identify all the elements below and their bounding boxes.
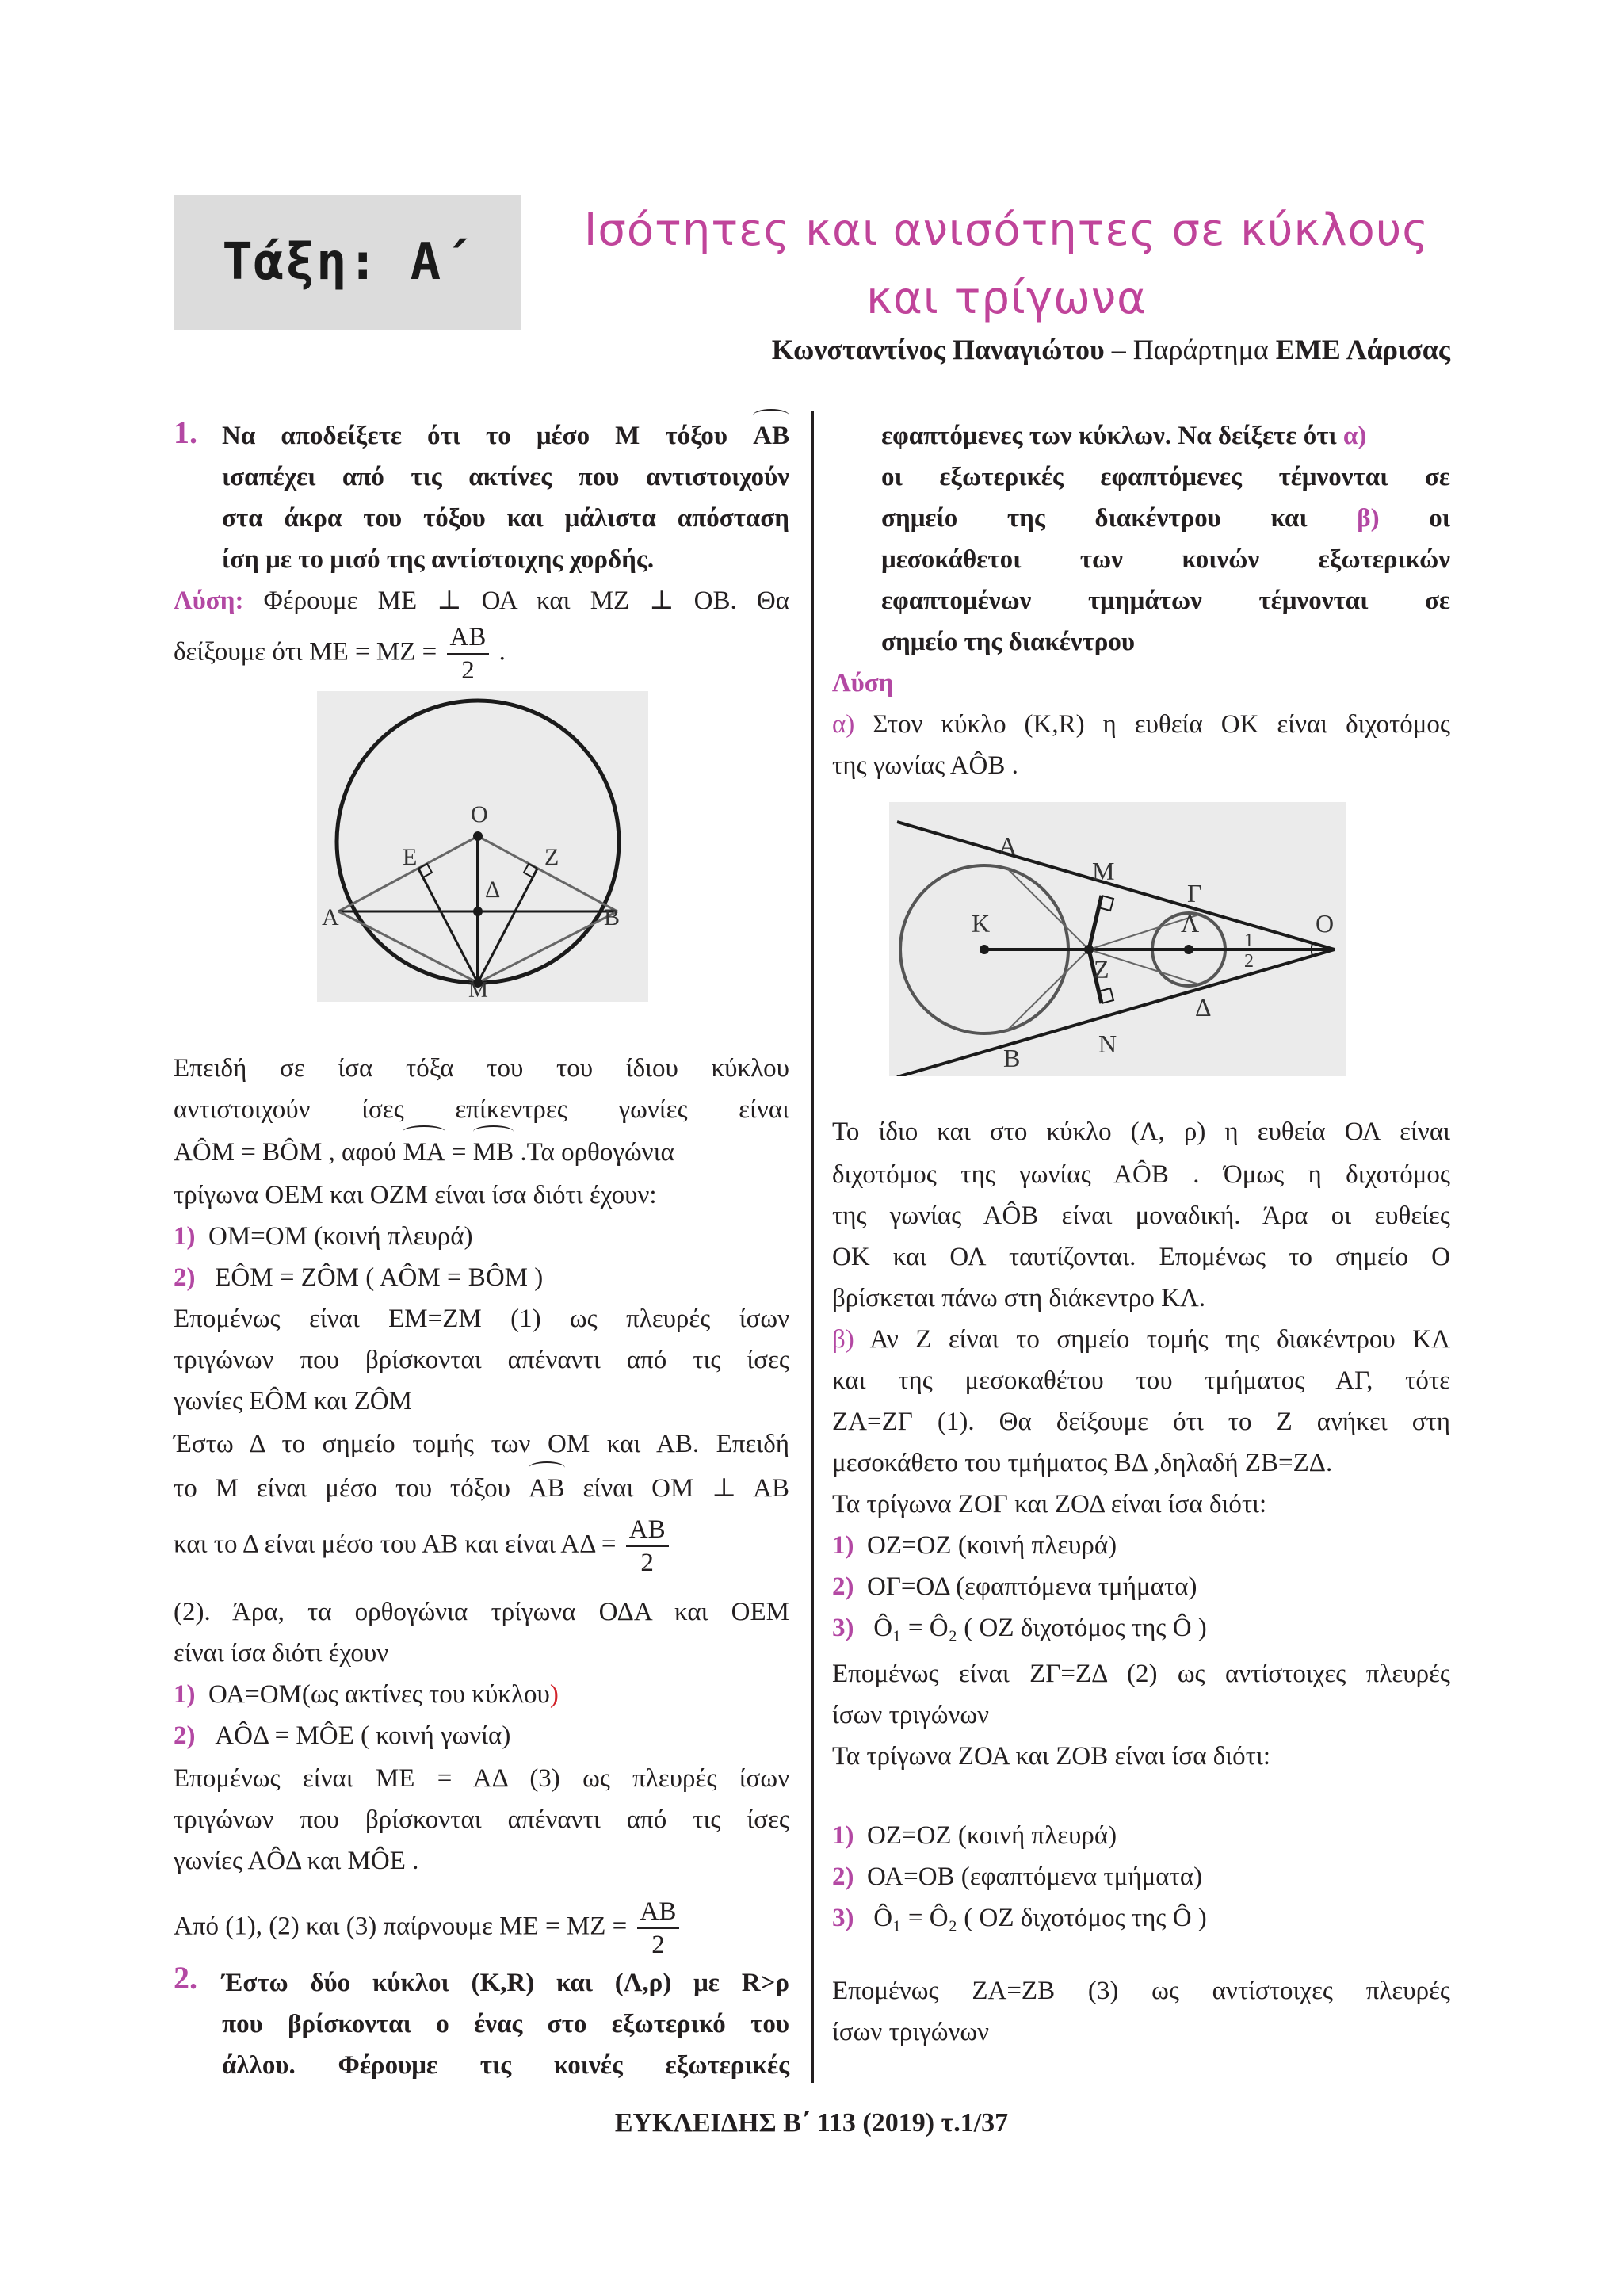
problem2-line1: Έστω δύο κύκλοι (Κ,R) και (Λ,ρ) με R>ρ: [222, 1969, 789, 1997]
right-k3-text: Ô₁ = Ô₂ ( ΟΖ διχοτόμος της Ô ): [873, 1904, 1207, 1932]
article-title-line2: και τρίγωνα: [865, 273, 1148, 324]
right-a-label: α): [832, 710, 855, 739]
right-k2: [832, 1856, 1202, 1897]
fraction-ab-over-2: [447, 621, 490, 686]
fig2-label-g: Γ: [1187, 879, 1202, 907]
right-c9: Επομένως ΖΑ=ΖΒ (3) ως αντίστοιχες πλευρές: [832, 1977, 1450, 2005]
right-j3: [832, 1607, 1207, 1648]
author-name: Κωνσταντίνος Παναγιώτου: [771, 334, 1105, 365]
point-z: [1084, 945, 1094, 954]
label-a: A: [322, 904, 339, 930]
left-text-t15: γωνίες ΑÔΔ και ΜÔΕ .: [174, 1847, 419, 1875]
left-item2-num: 2): [174, 1263, 196, 1292]
right-j2-num: 2): [832, 1572, 854, 1601]
right-r5: εφαπτομένων τμημάτων τέμνονται σε: [881, 586, 1450, 615]
fig2-label-o: Ο: [1316, 909, 1335, 938]
fig2-label-n: Ν: [1098, 1030, 1117, 1058]
right-r6: σημείο της διακέντρου: [881, 628, 1136, 656]
right-k3-num: 3): [832, 1904, 854, 1932]
right-b3: της γωνίας ΑÔΒ είναι μοναδική. Άρα οι ευθείες: [832, 1201, 1450, 1230]
right-r2: οι εξωτερικές εφαπτόμενες τέμνονται σε: [881, 463, 1450, 491]
right-c7: ίσων τριγώνων: [832, 1701, 990, 1729]
left-item3-paren: ): [549, 1680, 559, 1709]
right-k3: [832, 1897, 1207, 1939]
right-j1-num: 1): [832, 1531, 854, 1560]
left-item3: [174, 1674, 559, 1715]
right-k1-text: ΟΖ=ΟΖ (κοινή πλευρά): [867, 1821, 1117, 1850]
arc-mb: ΜΒ: [473, 1132, 514, 1173]
problem1-number: 1.: [174, 415, 197, 450]
right-r3-end: οι: [1429, 504, 1451, 533]
label-z: Z: [544, 844, 559, 870]
right-k1: [832, 1815, 1117, 1856]
frac-numerator: AB: [626, 1514, 669, 1547]
fig2-label-d: Δ: [1195, 993, 1212, 1022]
right-r1-text: εφαπτόμενες των κύκλων. Να δείξετε ότι: [881, 422, 1337, 450]
fig2-label-z: Ζ: [1094, 955, 1109, 984]
right-c5: Τα τρίγωνα ΖΟΓ και ΖΟΔ είναι ίσα διότι:: [832, 1490, 1267, 1519]
right-j2: [832, 1566, 1197, 1607]
right-b5: βρίσκεται πάνω στη διάκεντρο ΚΛ.: [832, 1284, 1206, 1312]
point-k: [980, 945, 989, 954]
solution1-line1: [174, 580, 789, 621]
left-item4-text: ΑÔΔ = ΜÔΕ ( κοινή γωνία): [215, 1721, 511, 1750]
frac-denominator: 2: [651, 1931, 665, 1959]
right-c8: Τα τρίγωνα ΖΟΑ και ΖΟΒ είναι ίσα διότι:: [832, 1742, 1270, 1771]
right-r3-beta: β): [1357, 504, 1380, 533]
arc-ab-2: ΑΒ: [529, 1468, 565, 1509]
left-text-t12: είναι ίσα διότι έχουν: [174, 1639, 389, 1668]
left-text-t3: [174, 1132, 674, 1173]
fig2-label-k: Κ: [972, 909, 991, 938]
right-r4: μεσοκάθετοι των κοινών εξωτερικών: [881, 545, 1450, 574]
left-text-t13: Επομένως είναι ΜΕ = ΑΔ (3) ως πλευρές ίσων: [174, 1764, 789, 1793]
right-r1-alpha: α): [1342, 422, 1367, 450]
grade-box: [174, 195, 521, 330]
frac-numerator: AB: [637, 1896, 680, 1929]
right-c-label: β): [832, 1325, 854, 1354]
problem2-number: 2.: [174, 1960, 197, 1996]
label-o: Ο: [471, 801, 488, 827]
arc-ab: AB: [753, 415, 789, 457]
left-item1: [174, 1216, 473, 1257]
fig2-label-m: Μ: [1092, 857, 1115, 885]
fraction-result: [637, 1896, 680, 1961]
solution2-label: Λύση: [832, 669, 894, 697]
problem1-line2: ισαπέχει από τις ακτίνες που αντιστοιχούν: [222, 463, 789, 491]
frac-denominator: 2: [461, 656, 475, 685]
solution1-line1-text: Φέρουμε ΜΕ ⊥ ΟΑ και ΜΖ ⊥ ΟΒ. Θα: [263, 586, 790, 615]
fig2-label-a: Α: [999, 831, 1018, 860]
right-c1: [832, 1319, 1450, 1360]
label-d: Δ: [485, 877, 501, 903]
right-c4: μεσοκάθετο του τμήματος ΒΔ ,δηλαδή ΖΒ=ΖΔ.: [832, 1449, 1333, 1477]
left-text-t9b: είναι ΟΜ ⊥ ΑΒ: [582, 1474, 789, 1503]
left-text-t9a: το Μ είναι μέσο του τόξου: [174, 1474, 511, 1503]
frac-denominator: 2: [640, 1549, 654, 1577]
left-item2-text: ΕÔΜ = ΖÔΜ ( ΑÔΜ = ΒÔΜ ): [215, 1263, 544, 1292]
left-text-t14: τριγώνων που βρίσκονται απέναντι από τις ίσες: [174, 1805, 789, 1834]
right-a2: της γωνίας ΑÔΒ .: [832, 751, 1018, 780]
problem1-line1: [222, 415, 789, 457]
right-r1: [881, 415, 1366, 457]
left-text-t5: Επομένως είναι ΕΜ=ΖΜ (1) ως πλευρές ίσων: [174, 1305, 789, 1333]
author-line: [772, 333, 1450, 366]
right-b4: ΟΚ και ΟΛ ταυτίζονται. Επομένως το σημείο Ο: [832, 1243, 1450, 1271]
author-dash: –: [1104, 334, 1133, 365]
problem2-line2: που βρίσκονται ο ένας στο εξωτερικό του: [222, 2010, 789, 2038]
problem1-line4: ίση με το μισό της αντίστοιχης χορδής.: [222, 545, 655, 574]
problem1-line1-text: Να αποδείξετε ότι το μέσο Μ τόξου: [222, 422, 728, 450]
left-text-t2: αντιστοιχούν ίσες επίκεντρες γωνίες είναι: [174, 1095, 789, 1124]
label-e: Ε: [403, 844, 418, 870]
left-text-t1: Επειδή σε ίσα τόξα του του ίδιου κύκλου: [174, 1054, 789, 1083]
point-o: [473, 831, 483, 841]
left-item3-text: ΟΑ=ΟΜ(ως ακτίνες του κύκλου: [208, 1680, 550, 1709]
right-r3: [881, 498, 1450, 539]
left-item1-text: ΟΜ=ΟΜ (κοινή πλευρά): [208, 1222, 473, 1251]
right-c2: και της μεσοκαθέτου του τμήματος ΑΓ, τότε: [832, 1366, 1450, 1395]
column-divider: [812, 411, 814, 2083]
fraction-ad: [626, 1514, 669, 1579]
figure1-background: [317, 691, 648, 1002]
right-b2: διχοτόμος της γωνίας ΑÔΒ . Όμως η διχοτόμος: [832, 1160, 1450, 1189]
problem1-line3: στα άκρα του τόξου και μάλιστα απόσταση: [222, 504, 789, 533]
author-branch-bold: ΕΜΕ Λάρισας: [1275, 334, 1450, 365]
solution-label: Λύση:: [174, 586, 244, 615]
article-title-line1: Ισότητες και ανισότητες σε κύκλους: [583, 204, 1430, 256]
problem2-line3: άλλου. Φέρουμε τις κοινές εξωτερικές: [222, 2051, 789, 2080]
right-c6: Επομένως είναι ΖΓ=ΖΔ (2) ως αντίστοιχες πλευρές: [832, 1660, 1450, 1688]
right-a1-text: Στον κύκλο (Κ,R) η ευθεία ΟΚ είναι διχοτόμος: [873, 710, 1450, 739]
left-text-t7: γωνίες ΕÔΜ και ΖÔΜ: [174, 1387, 412, 1415]
figure-two-circles-tangents: [889, 802, 1346, 1076]
frac-numerator: AB: [447, 621, 490, 655]
left-text-t11: (2). Άρα, τα ορθογώνια τρίγωνα ΟΔΑ και ΟΕΜ: [174, 1598, 789, 1626]
right-c10: ίσων τριγώνων: [832, 2018, 990, 2046]
right-j1-text: ΟΖ=ΟΖ (κοινή πλευρά): [867, 1531, 1117, 1560]
left-item4: [174, 1715, 510, 1756]
left-item2: [174, 1257, 543, 1298]
right-a1: [832, 704, 1450, 745]
label-m: Μ: [468, 978, 488, 1002]
point-l: [1184, 945, 1193, 954]
solution1-line2-end: .: [498, 637, 506, 667]
right-k1-num: 1): [832, 1821, 854, 1850]
point-d: [473, 907, 483, 916]
fig2-label-l: Λ: [1181, 909, 1200, 938]
right-c3: ΖΑ=ΖΓ (1). Θα δείξουμε ότι το Ζ ανήκει στη: [832, 1408, 1450, 1436]
right-j3-text: Ô₁ = Ô₂ ( ΟΖ διχοτόμος της Ô ): [873, 1614, 1207, 1642]
figure2-background: [889, 802, 1346, 1076]
page-footer: ΕΥΚΛΕΙΔΗΣ Β΄ 113 (2019) τ.1/37: [614, 2108, 1009, 2137]
label-b: B: [604, 904, 621, 930]
right-k2-num: 2): [832, 1862, 854, 1891]
left-text-t4: τρίγωνα ΟΕΜ και ΟΖΜ είναι ίσα διότι έχουν:: [174, 1181, 657, 1209]
right-b1: Το ίδιο και στο κύκλο (Λ, ρ) η ευθεία ΟΛ είναι: [832, 1117, 1450, 1146]
left-item1-num: 1): [174, 1222, 196, 1251]
left-item3-num: 1): [174, 1680, 196, 1709]
left-text-t3b: .Τα ορθογώνια: [520, 1138, 674, 1167]
author-branch: Παράρτημα: [1132, 334, 1276, 365]
left-text-t6: τριγώνων που βρίσκονται απέναντι από τις ίσες: [174, 1346, 789, 1374]
grade-label: Τάξη: Α΄: [222, 233, 473, 292]
right-r3-text: σημείο της διακέντρου και: [881, 504, 1308, 533]
arc-ma: ΜΑ: [403, 1132, 445, 1173]
right-c1-text: Αν Ζ είναι το σημείο τομής της διακέντρου ΚΛ: [869, 1325, 1450, 1354]
right-j1: [832, 1525, 1117, 1566]
left-text-t16: [174, 1896, 682, 1961]
solution1-line2-text: δείξουμε ότι ΜΕ = ΜΖ =: [174, 637, 437, 667]
left-text-t8: Έστω Δ το σημείο τομής των ΟΜ και ΑΒ. Επειδή: [174, 1430, 789, 1458]
left-text-t3a: ΑÔΜ = ΒÔΜ , αφού: [174, 1138, 397, 1167]
left-text-t10-text: και το Δ είναι μέσο του ΑΒ και είναι ΑΔ =: [174, 1530, 617, 1559]
left-text-t9: [174, 1468, 789, 1509]
right-j2-text: ΟΓ=ΟΔ (εφαπτόμενα τμήματα): [867, 1572, 1197, 1601]
right-j3-num: 3): [832, 1614, 854, 1642]
left-text-t16-text: Από (1), (2) και (3) παίρνουμε ΜΕ = ΜΖ =: [174, 1912, 628, 1941]
fig2-label-1: 1: [1244, 930, 1254, 951]
figure-circle-arc-midpoint: [317, 691, 648, 1002]
solution1-line2: [174, 621, 506, 686]
fig2-label-b: Β: [1003, 1044, 1021, 1072]
left-item4-num: 2): [174, 1721, 196, 1750]
fig2-label-2: 2: [1244, 951, 1254, 972]
arc-equals: =: [445, 1138, 473, 1167]
left-text-t10: [174, 1514, 672, 1579]
right-k2-text: ΟΑ=ΟΒ (εφαπτόμενα τμήματα): [867, 1862, 1203, 1891]
